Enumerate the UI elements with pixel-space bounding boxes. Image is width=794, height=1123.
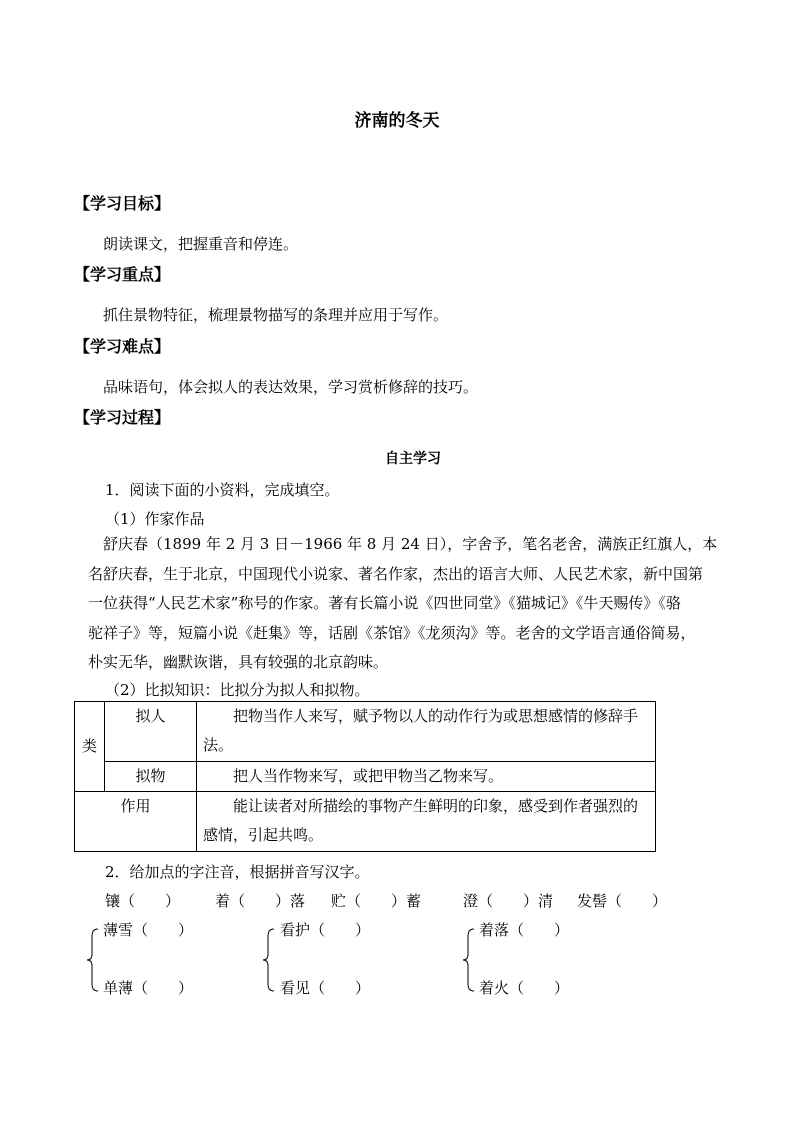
table-label-function: 作用 bbox=[75, 792, 197, 852]
table-text-objectification: 把人当作物来写，或把甲物当乙物来写。 bbox=[197, 762, 656, 792]
author-line: 舒庆春（1899 年 2 月 3 日－1966 年 8 月 24 日），字舍予，笔名老舍，满族正红旗人，本 bbox=[103, 535, 718, 553]
table-label-objectification: 拟物 bbox=[105, 762, 197, 792]
polyphone-item: 薄雪（ ） bbox=[103, 921, 194, 939]
pinyin-item: 发髻（ ） bbox=[577, 892, 668, 910]
polyphone-item: 单薄（ ） bbox=[103, 979, 194, 997]
brace-icon bbox=[86, 928, 100, 992]
section-heading-process: 【学习过程】 bbox=[74, 408, 171, 427]
pinyin-item: 镶（ ） bbox=[105, 892, 181, 910]
section-heading-difficulty: 【学习难点】 bbox=[74, 337, 171, 356]
rhetoric-table bbox=[74, 701, 656, 852]
difficulty-text: 品味语句，体会拟人的表达效果，学习赏析修辞的技巧。 bbox=[103, 378, 479, 396]
author-line: 驼祥子》等，短篇小说《赶集》等，话剧《茶馆》《龙须沟》等。老舍的文学语言通俗简易， bbox=[88, 623, 696, 642]
brace-icon bbox=[462, 928, 476, 992]
pinyin-item: 着（ ）落 bbox=[215, 892, 306, 910]
q2-prompt: 2．给加点的字注音，根据拼音写汉字。 bbox=[105, 863, 370, 881]
table-text-personification: 把物当作人来写，赋予物以人的动作行为或思想感情的修辞手法。 bbox=[197, 702, 656, 762]
author-line: 一位获得“人民艺术家”称号的作家。著有长篇小说《四世同堂》《猫城记》《牛天赐传》《骆 bbox=[88, 594, 681, 612]
brace-icon bbox=[262, 928, 276, 992]
pinyin-item: 贮（ ）蓄 bbox=[331, 892, 422, 910]
table-label-personification: 拟人 bbox=[105, 702, 197, 762]
page-title: 济南的冬天 bbox=[354, 111, 440, 131]
author-line: 朴实无华，幽默诙谐，具有较强的北京韵味。 bbox=[88, 653, 389, 671]
q1-prompt: 1．阅读下面的小资料，完成填空。 bbox=[105, 481, 340, 499]
polyphone-item: 看见（ ） bbox=[280, 979, 371, 997]
author-line: 名舒庆春，生于北京，中国现代小说家、著名作家，杰出的语言大师、人民艺术家，新中国第 bbox=[88, 564, 704, 583]
pinyin-item: 澄（ ）清 bbox=[463, 892, 554, 910]
subheading-self-study: 自主学习 bbox=[385, 451, 441, 467]
polyphone-item: 看护（ ） bbox=[280, 921, 371, 939]
polyphone-item: 着落（ ） bbox=[479, 921, 570, 939]
table-text-function: 能让读者对所描绘的事物产生鲜明的印象，感受到作者强烈的感情，引起共鸣。 bbox=[197, 792, 656, 852]
focus-text: 抓住景物特征，梳理景物描写的条理并应用于写作。 bbox=[103, 306, 449, 324]
author-paragraph bbox=[88, 530, 717, 678]
section-heading-goal: 【学习目标】 bbox=[74, 194, 171, 213]
goal-text: 朗读课文，把握重音和停连。 bbox=[103, 235, 299, 253]
q1-part2-label: （2）比拟知识：比拟分为拟人和拟物。 bbox=[105, 681, 370, 699]
polyphone-item: 着火（ ） bbox=[479, 979, 570, 997]
table-category-cell: 类 bbox=[75, 702, 105, 792]
section-heading-focus: 【学习重点】 bbox=[74, 265, 171, 284]
q1-part1-label: （1）作家作品 bbox=[105, 510, 205, 528]
